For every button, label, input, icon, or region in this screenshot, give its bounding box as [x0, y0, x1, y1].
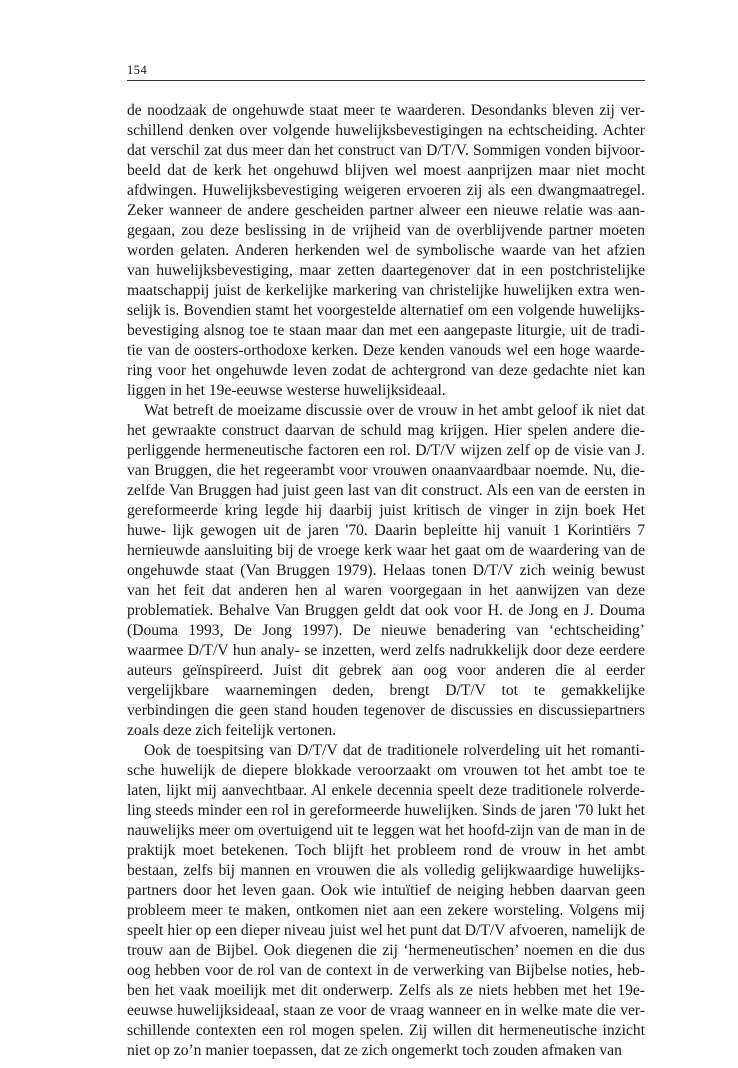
text-line: liggen in het 19e-eeuwse westerse huwelijksideaal.	[127, 382, 446, 399]
text-line: de discussies en discussiepartners zoals deze zich feitelijk vertonen.	[127, 702, 645, 739]
text-line: ling steeds minder een rol in gereformeerde huwelijken. Sinds de jaren '70 lukt het	[127, 802, 645, 819]
text-line: afdwingen. Huwelijksbevestiging weigeren ervoeren zij als een dwangmaatregel.	[127, 182, 645, 199]
text-line: speelt hier op een dieper niveau juist wel het punt dat D/T/V afvoeren, namelijk de	[127, 922, 645, 939]
text-line: Wat betreft de moeizame discussie over de vrouw in het ambt geloof ik niet dat	[144, 402, 645, 419]
text-line: schillend denken over volgende huwelijksbevestigingen na echtscheiding. Achter	[127, 122, 645, 139]
text-line: Jong 1997). De nieuwe benadering van ‘echtscheiding’ waarmee D/T/V hun analy-	[127, 622, 645, 659]
paragraph	[127, 101, 645, 401]
text-line: partners door het leven gaan. Ook wie intuïtief de neiging hebben daarvan geen	[127, 882, 645, 899]
text-line: staat (Van Bruggen 1979). Helaas tonen D/T/V zich weinig bewust van het feit dat	[127, 562, 645, 599]
text-line: maatschappij juist de kerkelijke markering van christelijke huwelijken extra wen-	[127, 282, 645, 299]
text-line: bevestiging alsnog toe te staan maar dan met een aangepaste liturgie, uit de tradi-	[127, 322, 645, 339]
paragraph	[127, 741, 645, 1061]
text-line: tie van de oosters-orthodoxe kerken. Deze kenden vanouds wel een hoge waarde-	[127, 342, 645, 359]
text-line: nauwelijks meer om overtuigend uit te leggen wat het hoofd-zijn van de man in de	[127, 822, 645, 839]
text-line: aansluiting bij de vroege kerk waar het gaat om de waardering van de ongehuwde	[127, 542, 645, 579]
text-line: trouw aan de Bijbel. Ook diegenen die zij ‘hermeneutischen’ noemen en die dus	[127, 942, 645, 959]
text-line: bestaan, zelfs bij mannen en vrouwen die als volledig gelijkwaardige huwelijks-	[127, 862, 645, 879]
text-line: laten, lijkt mij aanvechtbaar. Al enkele decennia speelt deze traditionele rolverde-	[127, 782, 645, 799]
text-line: Zeker wanneer de andere gescheiden partner alweer een nieuwe relatie was aan-	[127, 202, 645, 219]
text-line: lijk gewogen uit de jaren '70. Daarin bepleitte hij vanuit 1 Korintiërs 7 hernieuwde	[127, 522, 645, 559]
text-line: beeld dat de kerk het ongehuwd blijven wel moest aanprijzen maar niet mocht	[127, 162, 645, 179]
text-line: niet op zo’n manier toepassen, dat ze zich ongemerkt toch zouden afmaken van	[127, 1042, 622, 1059]
text-line: gegaan, zou deze beslissing in de vrijheid van de overblijvende partner moeten	[127, 222, 645, 239]
text-line: ring voor het ongehuwde leven zodat de achtergrond van deze gedachte niet kan	[127, 362, 645, 379]
text-line: probleem meer te maken, ontkomen niet aan een zekere worsteling. Volgens mij	[127, 902, 645, 919]
header-rule	[127, 80, 645, 81]
text-line: eeuwse huwelijksideaal, staan ze voor de vraag wanneer en in welke mate die ver-	[127, 1002, 645, 1019]
text-line: het gewraakte construct daarvan de schuld mag krijgen. Hier spelen andere die-	[127, 422, 645, 439]
text-line: se inzetten, werd zelfs nadrukkelijk door deze eerdere auteurs geïnspireerd. Juist	[127, 642, 646, 679]
text-line: dat verschil zat dus meer dan het construct van D/T/V. Sommigen vonden bijvoor-	[127, 142, 645, 159]
text-line: Behalve Van Bruggen geldt dat ook voor H. de Jong en J. Douma (Douma 1993, De	[127, 602, 645, 639]
text-line: brengt D/T/V tot te gemakkelijke verbindingen die geen stand houden tegenover	[127, 682, 645, 719]
text-line: dit gebrek aan oog voor anderen die al eerder vergelijkbare waarnemingen deden,	[127, 662, 645, 699]
text-line: de noodzaak de ongehuwde staat meer te waarderen. Desondanks bleven zij ver-	[127, 102, 645, 119]
paragraph	[127, 401, 645, 741]
text-line: zelfde Van Bruggen had juist geen last van dit construct. Als een van de eersten in	[127, 482, 645, 499]
text-line: schillende contexten een rol mogen spelen. Zij willen dit hermeneutische inzicht	[127, 1022, 645, 1039]
text-line: van Bruggen, die het regeerambt voor vrouwen onaanvaardbaar noemde. Nu, die-	[127, 462, 645, 479]
body-text	[127, 101, 645, 1061]
text-line: perliggende hermeneutische factoren een rol. D/T/V wijzen zelf op de visie van J.	[127, 442, 645, 459]
text-line: van huwelijksbevestiging, maar zetten daartegenover dat in een postchristelijke	[127, 262, 645, 279]
text-line: oog hebben voor de rol van de context in de verwerking van Bijbelse noties, heb-	[127, 962, 645, 979]
text-line: praktijk moet betekenen. Toch blijft het probleem rond de vrouw in het ambt	[127, 842, 645, 859]
text-line: sche huwelijk de diepere blokkade veroorzaakt om vrouwen tot het ambt toe te	[127, 762, 645, 779]
text-line: ben het vaak moeilijk met dit onderwerp. Zelfs als ze niets hebben met het 19e-	[127, 982, 645, 999]
text-line: selijk is. Bovendien stamt het voorgestelde alternatief om een volgende huwelijks-	[127, 302, 645, 319]
text-line: Ook de toespitsing van D/T/V dat de traditionele rolverdeling uit het romanti-	[144, 742, 645, 759]
text-line: worden gelaten. Anderen herkenden wel de symbolische waarde van het afzien	[127, 242, 645, 259]
page-number: 154	[127, 63, 148, 77]
text-line: anderen hen al waren voorgegaan in het aanwijzen van deze problematiek.	[127, 582, 645, 619]
text-line: gereformeerde kring legde hij daarbij juist kritisch de vinger in zijn boek Het huwe-	[127, 502, 645, 539]
